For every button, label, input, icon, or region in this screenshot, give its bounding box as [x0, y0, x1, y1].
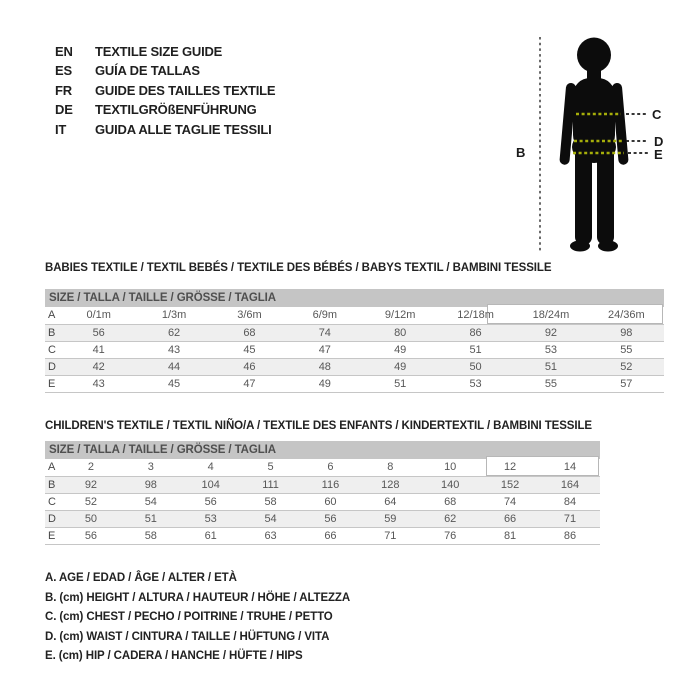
size-cell: 52 [61, 493, 121, 510]
size-cell: 51 [121, 510, 181, 527]
size-cell: 86 [438, 324, 513, 341]
row-letter: D [45, 510, 61, 527]
size-cell: 84 [540, 493, 600, 510]
size-cell: 76 [420, 527, 480, 544]
size-cell: 128 [360, 476, 420, 493]
row-letter: D [45, 358, 61, 375]
size-cell: 43 [61, 375, 136, 392]
row-letter: C [45, 341, 61, 358]
measurement-figure [505, 25, 680, 260]
language-list [55, 42, 275, 139]
size-cell: 71 [540, 510, 600, 527]
language-label: GUIDE DES TAILLES TEXTILE [95, 82, 276, 98]
hip-label: E [654, 147, 663, 162]
size-cell: 64 [360, 493, 420, 510]
legend-item: D. (cm) WAIST / CINTURA / TAILLE / HÜFTUNG / VITA [45, 630, 330, 643]
size-cell: 81 [480, 527, 540, 544]
size-cell: 6 [301, 459, 361, 476]
size-cell: 66 [480, 510, 540, 527]
language-item [55, 120, 275, 139]
size-cell: 56 [301, 510, 361, 527]
table-row [45, 476, 600, 493]
size-cell: 10 [420, 459, 480, 476]
size-cell: 0/1m [61, 307, 136, 324]
size-cell: 98 [121, 476, 181, 493]
legend-item: A. AGE / EDAD / ÂGE / ALTER / ETÀ [45, 572, 237, 584]
size-cell: 45 [136, 375, 211, 392]
row-letter: B [45, 324, 61, 341]
size-cell: 5 [241, 459, 301, 476]
table-row [45, 341, 664, 358]
size-cell: 53 [438, 375, 513, 392]
language-code: DE [55, 102, 73, 118]
size-cell: 86 [540, 527, 600, 544]
size-cell: 48 [287, 358, 362, 375]
measurement-legend [45, 569, 350, 667]
language-code: FR [55, 82, 72, 98]
size-cell: 3 [121, 459, 181, 476]
language-label: TEXTILE SIZE GUIDE [95, 44, 223, 59]
size-cell: 45 [212, 341, 287, 358]
size-cell: 43 [136, 341, 211, 358]
size-cell: 59 [360, 510, 420, 527]
size-cell: 24/36m [589, 307, 664, 324]
size-cell: 1/3m [136, 307, 211, 324]
children-size-header: SIZE / TALLA / TAILLE / GRÖSSE / TAGLIA [45, 441, 600, 459]
language-code: IT [55, 121, 67, 137]
waist-label: D [654, 134, 664, 149]
size-cell: 116 [301, 476, 361, 493]
size-cell: 61 [181, 527, 241, 544]
size-cell: 3/6m [212, 307, 287, 324]
size-cell: 111 [241, 476, 301, 493]
size-cell: 58 [241, 493, 301, 510]
babies-table [45, 289, 664, 393]
size-cell: 42 [61, 358, 136, 375]
size-cell: 71 [360, 527, 420, 544]
babies-table-grid [45, 307, 664, 393]
size-cell: 92 [61, 476, 121, 493]
legend-item: E. (cm) HIP / CADERA / HANCHE / HÜFTE / HIPS [45, 650, 303, 662]
babies-size-header: SIZE / TALLA / TAILLE / GRÖSSE / TAGLIA [45, 289, 664, 307]
language-item [55, 81, 275, 100]
language-label: TEXTILGRÖßENFÜHRUNG [95, 102, 257, 118]
table-row [45, 307, 664, 324]
table-row [45, 493, 600, 510]
table-row [45, 358, 664, 375]
babies-table-title: BABIES TEXTILE / TEXTIL BEBÉS / TEXTILE DES BÉBÉS / BABYS TEXTIL / BAMBINI TESSILE [45, 262, 552, 274]
size-cell: 74 [480, 493, 540, 510]
legend-item: C. (cm) CHEST / PECHO / POITRINE / TRUHE / PETTO [45, 611, 333, 623]
size-cell: 9/12m [363, 307, 438, 324]
size-cell: 66 [301, 527, 361, 544]
size-cell: 80 [363, 324, 438, 341]
size-cell: 56 [61, 527, 121, 544]
size-cell: 68 [212, 324, 287, 341]
size-cell: 6/9m [287, 307, 362, 324]
table-row [45, 527, 600, 544]
size-cell: 14 [540, 459, 600, 476]
table-row [45, 375, 664, 392]
size-cell: 49 [363, 358, 438, 375]
size-cell: 57 [589, 375, 664, 392]
size-cell: 104 [181, 476, 241, 493]
row-letter: B [45, 476, 61, 493]
size-cell: 53 [513, 341, 588, 358]
height-label: B [516, 145, 526, 160]
size-cell: 98 [589, 324, 664, 341]
row-letter: A [45, 307, 61, 324]
language-item [55, 61, 275, 80]
size-cell: 56 [61, 324, 136, 341]
size-cell: 47 [287, 341, 362, 358]
size-cell: 49 [363, 341, 438, 358]
size-cell: 60 [301, 493, 361, 510]
children-table-grid [45, 459, 600, 545]
size-cell: 4 [181, 459, 241, 476]
size-cell: 63 [241, 527, 301, 544]
size-cell: 52 [589, 358, 664, 375]
size-cell: 8 [360, 459, 420, 476]
chest-label: C [652, 107, 662, 122]
size-cell: 49 [287, 375, 362, 392]
row-letter: C [45, 493, 61, 510]
size-cell: 54 [121, 493, 181, 510]
size-cell: 152 [480, 476, 540, 493]
size-cell: 58 [121, 527, 181, 544]
child-silhouette [559, 38, 629, 252]
size-cell: 62 [136, 324, 211, 341]
row-letter: A [45, 459, 61, 476]
size-cell: 18/24m [513, 307, 588, 324]
size-cell: 41 [61, 341, 136, 358]
size-cell: 46 [212, 358, 287, 375]
size-cell: 50 [61, 510, 121, 527]
row-letter: E [45, 375, 61, 392]
language-code: EN [55, 44, 73, 59]
size-cell: 55 [513, 375, 588, 392]
size-cell: 68 [420, 493, 480, 510]
language-item [55, 42, 275, 61]
size-cell: 50 [438, 358, 513, 375]
size-cell: 44 [136, 358, 211, 375]
table-row [45, 510, 600, 527]
legend-item: B. (cm) HEIGHT / ALTURA / HAUTEUR / HÖHE / ALTEZZA [45, 591, 351, 604]
children-table [45, 441, 600, 545]
size-cell: 47 [212, 375, 287, 392]
size-cell: 62 [420, 510, 480, 527]
size-cell: 54 [241, 510, 301, 527]
children-table-title: CHILDREN'S TEXTILE / TEXTIL NIÑO/A / TEXTILE DES ENFANTS / KINDERTEXTIL / BAMBINI TESSILE [45, 420, 592, 432]
size-cell: 74 [287, 324, 362, 341]
size-cell: 51 [513, 358, 588, 375]
size-cell: 51 [363, 375, 438, 392]
language-label: GUÍA DE TALLAS [95, 63, 200, 79]
size-cell: 12/18m [438, 307, 513, 324]
size-cell: 2 [61, 459, 121, 476]
size-cell: 12 [480, 459, 540, 476]
language-item [55, 100, 275, 119]
size-cell: 56 [181, 493, 241, 510]
size-cell: 55 [589, 341, 664, 358]
size-cell: 53 [181, 510, 241, 527]
size-cell: 92 [513, 324, 588, 341]
size-cell: 164 [540, 476, 600, 493]
size-cell: 140 [420, 476, 480, 493]
child-silhouette-diagram [505, 25, 680, 260]
row-letter: E [45, 527, 61, 544]
table-row [45, 324, 664, 341]
language-label: GUIDA ALLE TAGLIE TESSILI [95, 121, 272, 137]
language-code: ES [55, 63, 72, 79]
table-row [45, 459, 600, 476]
size-cell: 51 [438, 341, 513, 358]
